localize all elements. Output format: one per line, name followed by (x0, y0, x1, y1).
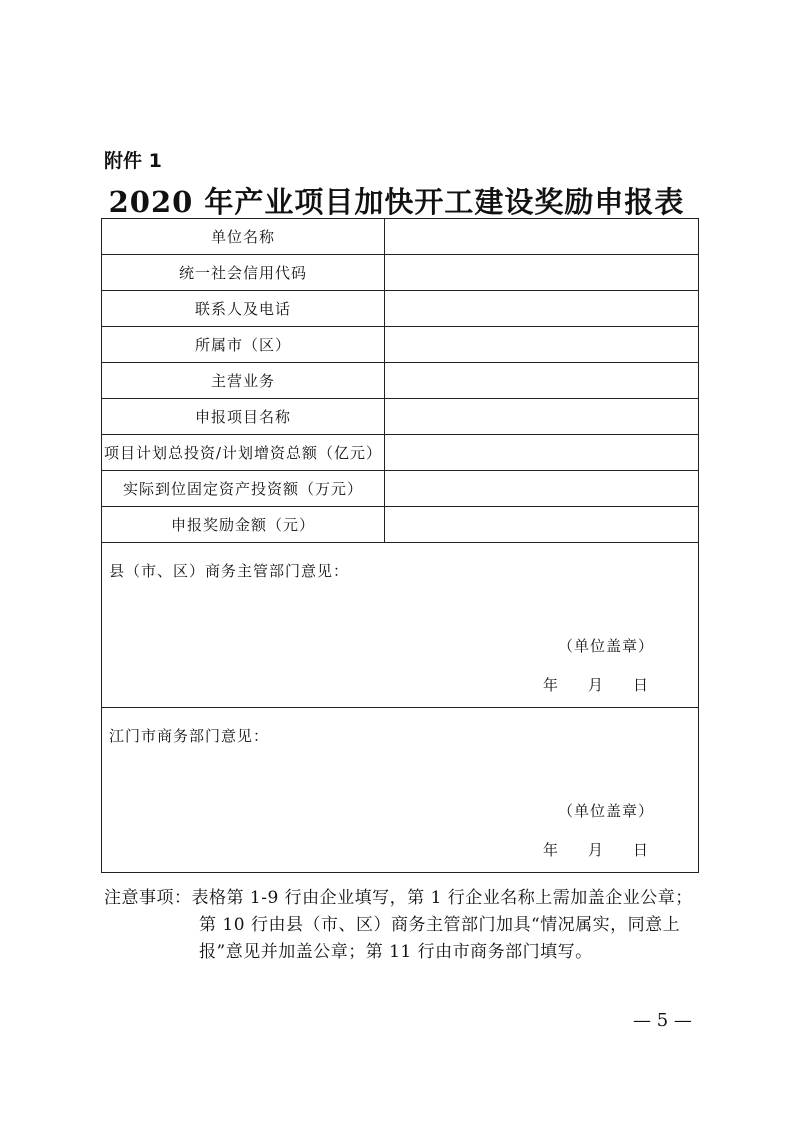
opinion-title: 江门市商务部门意见： (109, 727, 270, 745)
field-label: 单位名称 (102, 219, 385, 255)
notes-section (104, 885, 704, 966)
field-label: 统一社会信用代码 (102, 255, 385, 291)
total-investment-input[interactable] (385, 435, 699, 471)
form-title: 2020 年产业项目加快开工建设奖励申报表 (108, 185, 685, 219)
table-row (102, 219, 699, 255)
application-form-table (101, 218, 699, 873)
seal-label: （单位盖章） (557, 802, 654, 820)
main-business-input[interactable] (385, 363, 699, 399)
table-row (102, 291, 699, 327)
field-label: 所属市（区） (102, 327, 385, 363)
attachment-label: 附件 1 (104, 150, 162, 172)
project-name-input[interactable] (385, 399, 699, 435)
opinion-title: 县（市、区）商务主管部门意见： (109, 562, 350, 580)
date-label: 年 月 日 (542, 676, 648, 694)
table-row (102, 507, 699, 543)
table-row (102, 255, 699, 291)
city-opinion-field[interactable] (102, 708, 699, 873)
seal-label: （单位盖章） (557, 637, 654, 655)
field-label: 实际到位固定资产投资额（万元） (102, 471, 385, 507)
notes-line: 第 10 行由县（市、区）商务主管部门加具“情况属实，同意上 (199, 915, 681, 935)
credit-code-input[interactable] (385, 255, 699, 291)
field-label: 项目计划总投资/计划增资总额（亿元） (102, 435, 385, 471)
table-row (102, 327, 699, 363)
notes-line: 报”意见并加盖公章；第 11 行由市商务部门填写。 (199, 942, 593, 962)
date-label: 年 月 日 (542, 841, 648, 859)
table-row (102, 543, 699, 708)
county-opinion-field[interactable] (102, 543, 699, 708)
field-label: 联系人及电话 (102, 291, 385, 327)
fixed-asset-investment-input[interactable] (385, 471, 699, 507)
table-row (102, 399, 699, 435)
unit-name-input[interactable] (385, 219, 699, 255)
city-district-input[interactable] (385, 327, 699, 363)
notes-line: 注意事项：表格第 1-9 行由企业填写，第 1 行企业名称上需加盖企业公章； (104, 888, 693, 908)
table-row (102, 435, 699, 471)
table-row (102, 708, 699, 873)
page-number: — 5 — (633, 1010, 692, 1031)
table-row (102, 363, 699, 399)
field-label: 申报项目名称 (102, 399, 385, 435)
table-row (102, 471, 699, 507)
reward-amount-input[interactable] (385, 507, 699, 543)
field-label: 申报奖励金额（元） (102, 507, 385, 543)
contact-phone-input[interactable] (385, 291, 699, 327)
field-label: 主营业务 (102, 363, 385, 399)
